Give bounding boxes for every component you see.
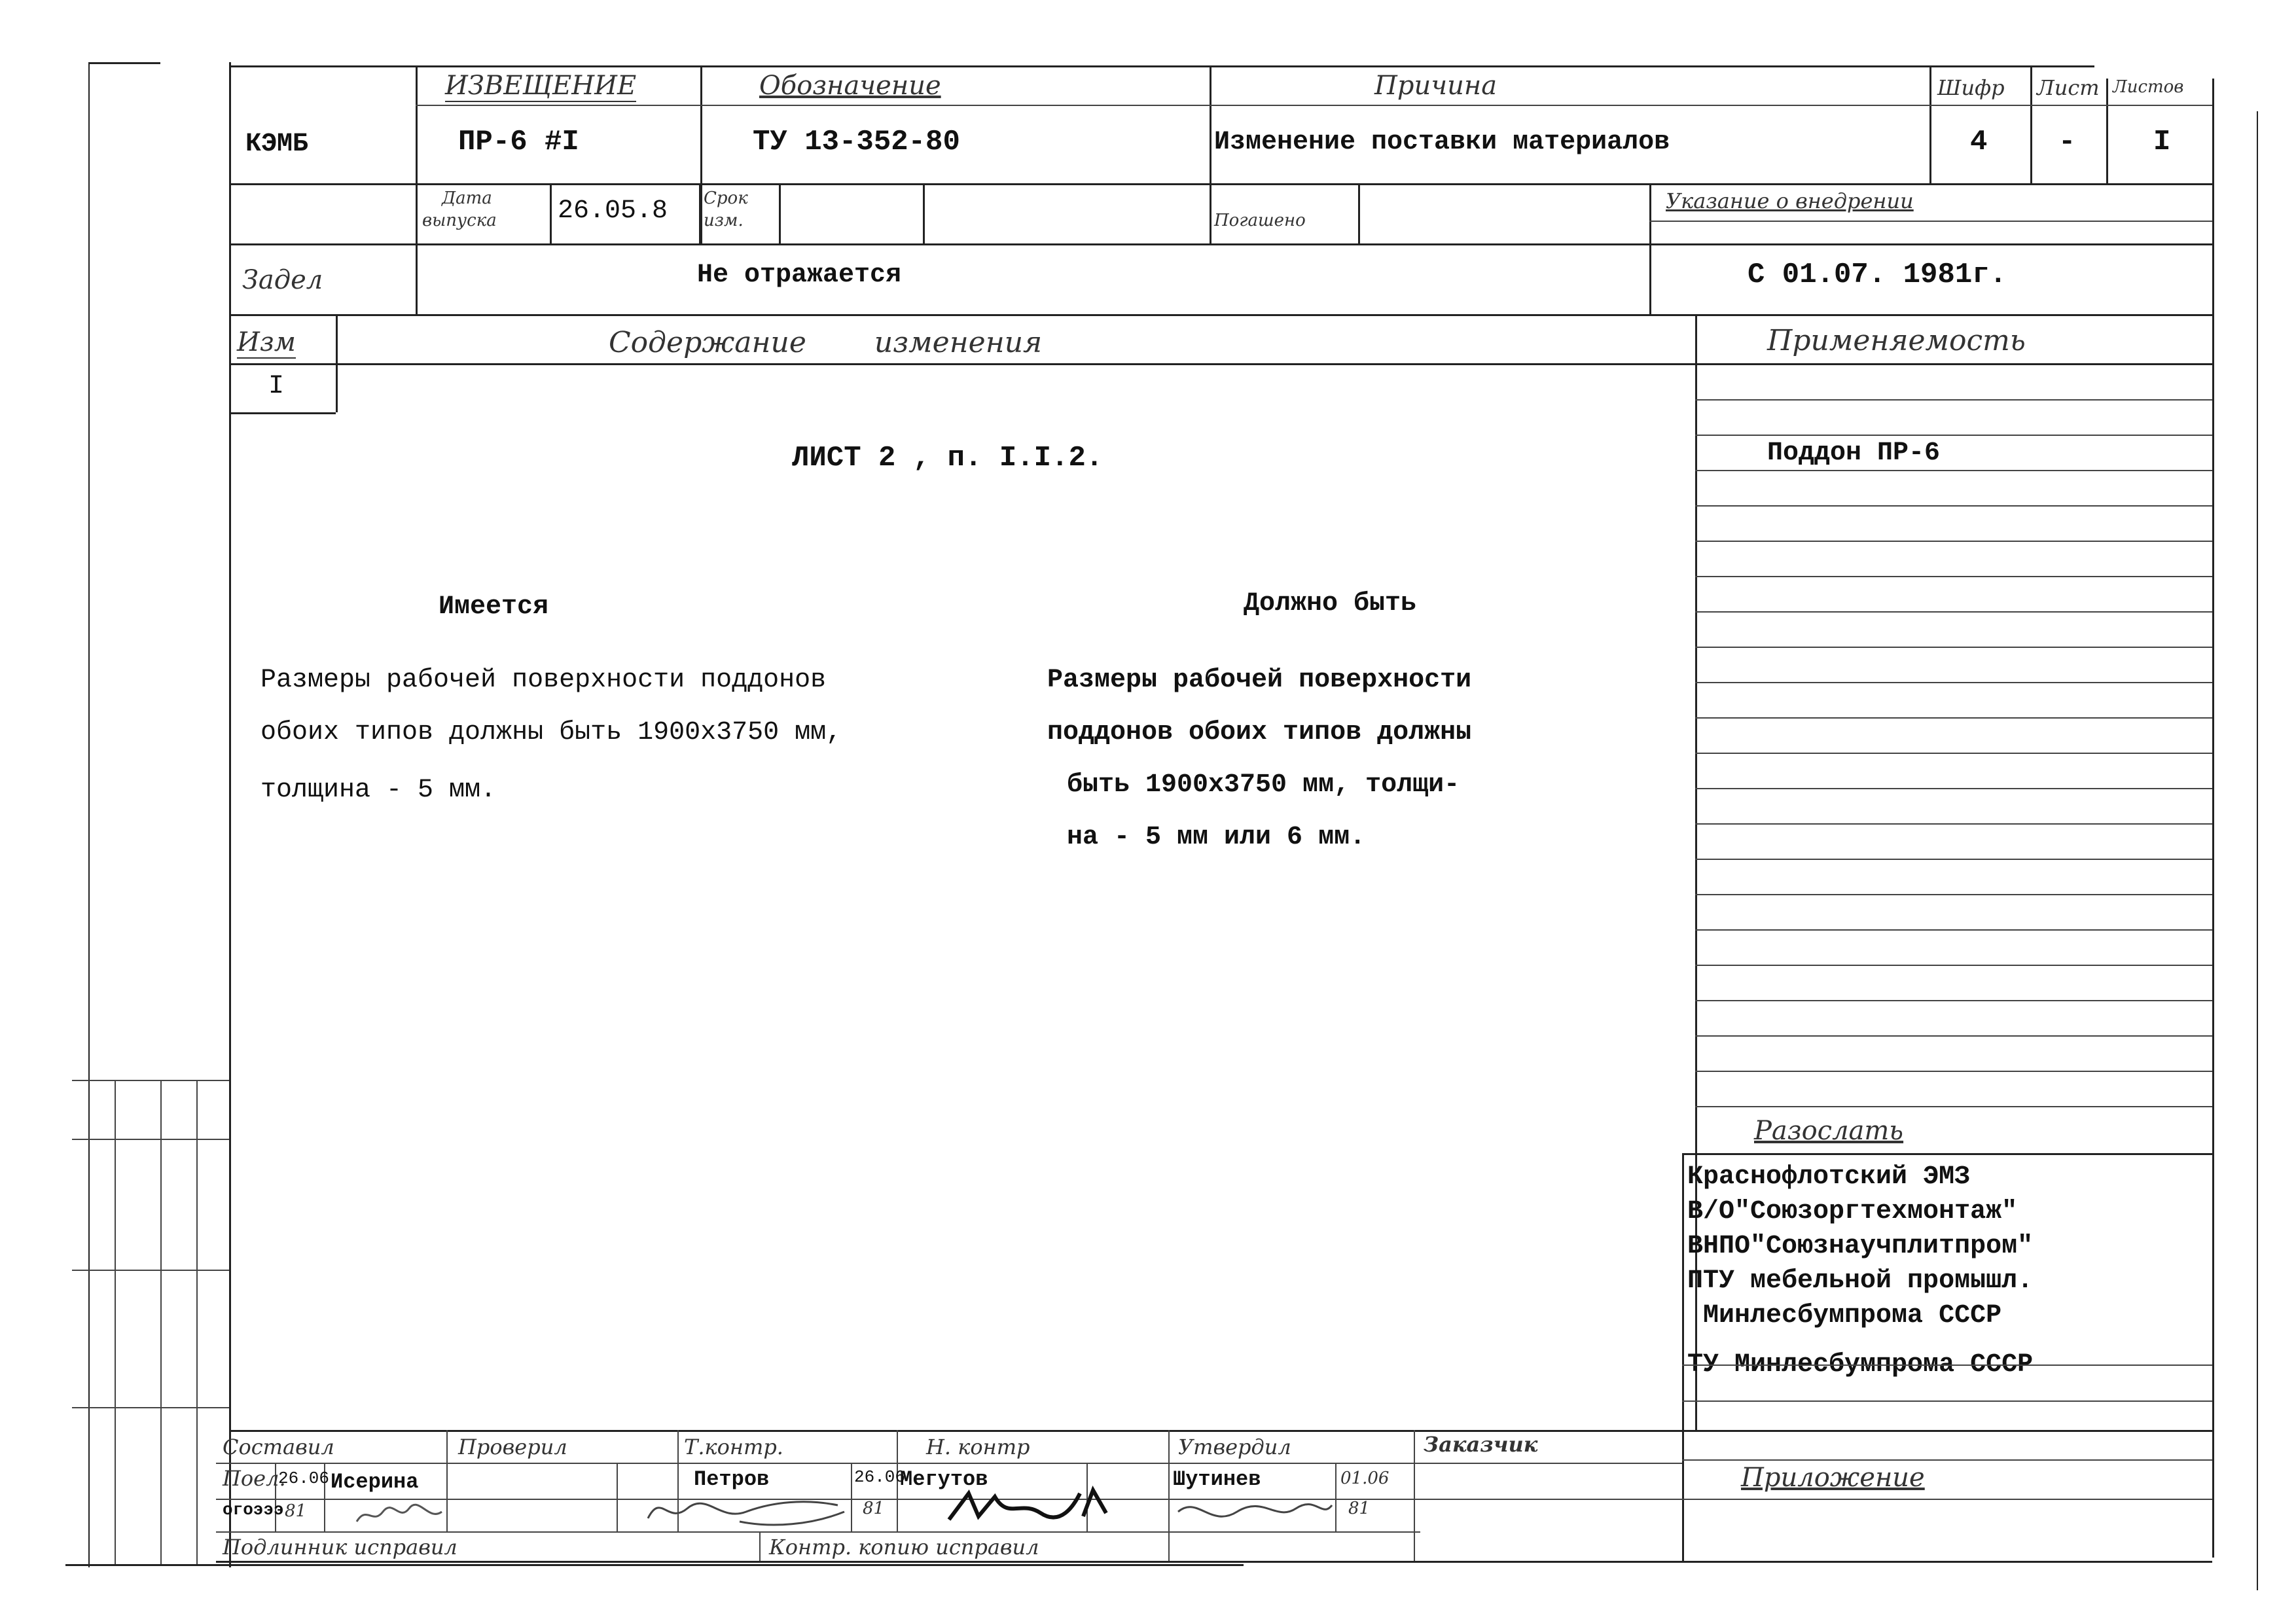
tcontrol-name: Петров	[694, 1467, 770, 1491]
applicability-rule	[1695, 965, 2212, 966]
tcontrol-date-1: 26.06	[854, 1467, 906, 1487]
approved-date-2: 81	[1348, 1499, 1371, 1518]
checked-name: Исерина	[331, 1470, 419, 1494]
approved-date-1: 01.06	[1340, 1469, 1390, 1488]
ncontrol-signature	[942, 1480, 1113, 1533]
should-text-line: Размеры рабочей поверхности	[1047, 666, 1472, 695]
applicability-rule	[1695, 435, 2212, 436]
item-value: I	[268, 372, 285, 401]
appendix-label: Приложение	[1741, 1463, 1925, 1493]
applicability-rule	[1695, 753, 2212, 754]
compiled-label: Составил	[223, 1435, 334, 1459]
reason-value: Изменение поставки материалов	[1214, 128, 1670, 157]
applicability-rule	[1695, 859, 2212, 860]
sheets-value: I	[2153, 126, 2171, 158]
code-label: Шифр	[1937, 75, 2005, 100]
is-text-line: обоих типов должны быть 1900x3750 мм,	[260, 718, 842, 747]
applicability-rule	[1695, 647, 2212, 648]
distribution-item: ПТУ мебельной промышл.	[1687, 1266, 2034, 1296]
checked-signature	[353, 1499, 445, 1530]
applicability-rule	[1695, 576, 2212, 577]
org-code: КЭМБ	[245, 130, 309, 159]
applicability-rule	[1695, 788, 2212, 789]
applicability-rule	[1695, 1106, 2212, 1107]
applicability-rule	[1695, 611, 2212, 613]
approved-signature	[1172, 1492, 1335, 1531]
control-copy-label: Контр. копию исправил	[769, 1535, 1039, 1560]
sheet-reference: ЛИСТ 2 , п. I.I.2.	[792, 442, 1103, 474]
applicability-rule	[1695, 505, 2212, 507]
distribution-list	[1687, 1160, 2033, 1382]
sheets-label: Листов	[2113, 77, 2184, 97]
approved-label: Утвердил	[1178, 1435, 1291, 1459]
ncontrol-label: Н. контр	[926, 1435, 1030, 1459]
notice-number: ПР-6 #I	[458, 126, 579, 158]
applicability-rule	[1695, 399, 2212, 401]
sheet-label: Лист	[2037, 75, 2100, 100]
original-fixed-label: Подлинник исправил	[223, 1535, 457, 1560]
applicability-rule	[1695, 1035, 2212, 1037]
applicability-rule	[1695, 682, 2212, 683]
is-text	[260, 654, 842, 817]
compiled-name-2: огоэээ	[223, 1500, 284, 1520]
item-label: Изм	[237, 327, 296, 357]
term-label-1: Срок	[704, 188, 748, 208]
designation-label: Обозначение	[759, 71, 941, 101]
implementation-label: Указание о внедрении	[1666, 188, 1914, 213]
should-text	[1047, 654, 1471, 864]
tcontrol-signature	[641, 1486, 851, 1531]
implementation-value: С 01.07. 1981г.	[1748, 259, 2007, 291]
compiled-date-1: 26.06	[278, 1469, 330, 1488]
applicability-rule	[1695, 1000, 2212, 1001]
distribution-label: Разослать	[1754, 1116, 1904, 1146]
applicability-rule	[1695, 894, 2212, 895]
distribution-item: ВНПО"Союзнаучплитпром"	[1687, 1232, 2034, 1261]
compiled-name-1: Поел.	[223, 1466, 286, 1491]
should-text-line: на - 5 мм или 6 мм.	[1067, 823, 1366, 852]
should-text-line: быть 1900x3750 мм, толщи-	[1067, 770, 1460, 800]
should-text-line: поддонов обоих типов должны	[1047, 718, 1472, 747]
issue-date-label-1: Дата	[442, 188, 492, 208]
checked-label: Проверил	[458, 1435, 567, 1459]
applicability-rule	[1695, 541, 2212, 542]
compiled-date-2: 81	[285, 1501, 307, 1521]
canceled-label: Погашено	[1214, 211, 1306, 230]
distribution-item: ТУ Минлесбумпрома СССР	[1687, 1350, 2034, 1380]
is-title: Имеется	[439, 592, 549, 622]
applicability-header: Применяемость	[1767, 324, 2026, 357]
tcontrol-date-2: 81	[863, 1499, 885, 1518]
sheet-value: -	[2058, 126, 2076, 158]
designation-value: ТУ 13-352-80	[753, 126, 960, 158]
should-title: Должно быть	[1244, 589, 1417, 618]
applicability-rule	[1695, 470, 2212, 471]
tcontrol-label: Т.контр.	[684, 1435, 783, 1459]
applicability-rule	[1695, 929, 2212, 931]
is-text-line: толщина - 5 мм.	[260, 776, 497, 805]
code-value: 4	[1970, 126, 1988, 158]
distribution-item: В/О"Союзоргтехмонтаж"	[1687, 1197, 2018, 1226]
issue-date-label-2: выпуска	[422, 211, 497, 230]
applicability-rule	[1695, 717, 2212, 719]
is-text-line: Размеры рабочей поверхности поддонов	[260, 666, 827, 695]
backlog-label: Задел	[242, 265, 323, 295]
customer-label: Заказчик	[1424, 1432, 1538, 1457]
distribution-item: Краснофлотский ЭМЗ	[1687, 1162, 1971, 1192]
notice-label: ИЗВЕЩЕНИЕ	[445, 71, 637, 101]
backlog-value: Не отражается	[697, 260, 902, 290]
reason-label: Причина	[1374, 71, 1498, 101]
applicability-rule	[1695, 1071, 2212, 1072]
ncontrol-name: Мегутов	[900, 1467, 988, 1491]
approved-name: Шутинев	[1173, 1467, 1261, 1491]
term-label-2: изм.	[704, 211, 744, 230]
applicability-rule	[1695, 823, 2212, 825]
distribution-item: Минлесбумпрома СССР	[1687, 1301, 2002, 1330]
content-header: Содержание изменения	[609, 326, 1043, 359]
applicability-value: Поддон ПР-6	[1767, 438, 1941, 468]
issue-date-value: 26.05.8	[558, 196, 668, 226]
